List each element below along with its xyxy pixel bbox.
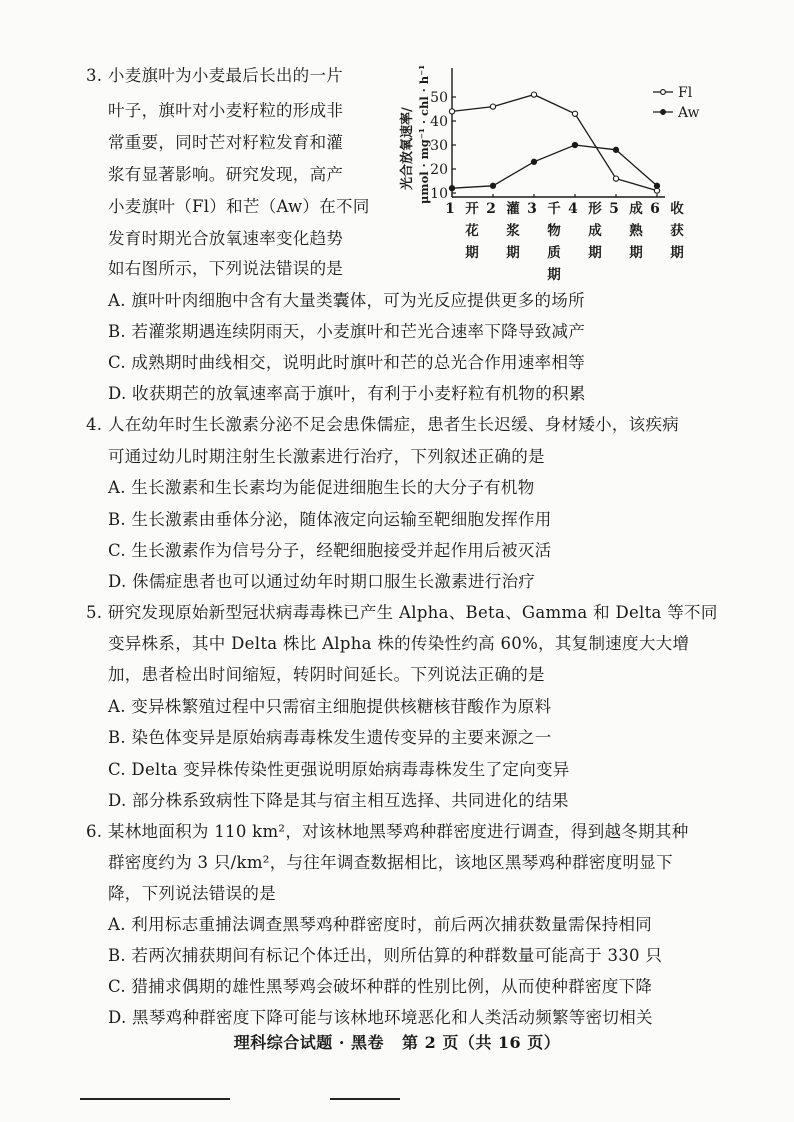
q3-option-c: C. 成熟期时曲线相交，说明此时旗叶和芒的总光合作用速率相等 <box>108 353 586 372</box>
q6-option-a: A. 利用标志重捕法调查黑琴鸡种群密度时，前后两次捕获数量需保持相同 <box>108 915 653 934</box>
q5-option-d: D. 部分株系致病性下降是其与宿主相互选择、共同进化的结果 <box>108 791 569 810</box>
x-stage-label: 灌浆期 <box>506 201 520 261</box>
q6-stem-line: 降，下列说法错误的是 <box>108 884 276 903</box>
x-stage-label: 千物质期 <box>547 201 561 283</box>
q4-option-c: C. 生长激素作为信号分子，经靶细胞接受并起作用后被灭活 <box>108 541 552 560</box>
series-line-fl <box>452 95 657 191</box>
data-point-fl <box>613 176 618 181</box>
footer-title: 理科综合试题 · 黑卷 <box>233 1033 384 1052</box>
bottom-divider <box>80 1098 230 1100</box>
data-point-aw <box>572 142 577 147</box>
x-stage-label: 形成期 <box>588 201 602 261</box>
q5-option-c: C. Delta 变异株传染性更强说明原始病毒毒株发生了定向变异 <box>108 760 570 779</box>
y-axis-label-line2: μmol · mg⁻¹ · chl · h⁻¹ <box>417 64 431 204</box>
q6-option-b: B. 若两次捕获期间有标记个体迁出，则所估算的种群数量可能高于 330 只 <box>108 946 663 965</box>
y-axis-label-line1: 光合放氧速率/ <box>400 107 415 190</box>
q4-option-b: B. 生长激素由垂体分泌，随体液定向运输至靶细胞发挥作用 <box>108 510 552 529</box>
y-tick-label: 50 <box>430 90 448 106</box>
y-tick-label: 40 <box>430 114 448 130</box>
x-tick-label: 1 <box>445 201 455 217</box>
x-stage-label: 收获期 <box>670 201 684 261</box>
legend-marker <box>661 90 666 95</box>
x-tick-label: 3 <box>527 201 537 217</box>
q5-stem-line: 变异株系，其中 Delta 株比 Alpha 株的传染性约高 60%，其复制速度大大增 <box>108 634 690 653</box>
oxygen-rate-chart <box>395 58 725 283</box>
q5-stem-line: 5. 研究发现原始新型冠状病毒毒株已产生 Alpha、Beta、Gamma 和 Delta 等不同 <box>86 603 718 622</box>
data-point-fl <box>490 104 495 109</box>
q3-stem-line: 浆有显著影响。研究发现，高产 <box>108 165 344 184</box>
legend-label: Aw <box>678 105 700 121</box>
q6-stem-line: 群密度约为 3 只/km²，与往年调查数据相比，该地区黑琴鸡种群密度明显下 <box>108 853 673 872</box>
q6-option-c: C. 猎捕求偶期的雄性黑琴鸡会破坏种群的性别比例，从而使种群密度下降 <box>108 977 653 996</box>
q6-stem-line: 6. 某林地面积为 110 km²，对该林地黑琴鸡种群密度进行调查，得到越冬期其种 <box>86 822 689 841</box>
data-point-aw <box>531 159 536 164</box>
q4-option-d: D. 侏儒症患者也可以通过幼年时期口服生长激素进行治疗 <box>108 572 536 591</box>
legend-label: Fl <box>678 85 693 101</box>
q4-option-a: A. 生长激素和生长素均为能促进细胞生长的大分子有机物 <box>108 478 535 497</box>
x-stage-label: 开花期 <box>465 201 479 261</box>
x-tick-label: 6 <box>650 201 660 217</box>
q3-stem-line: 发育时期光合放氧速率变化趋势 <box>108 229 344 248</box>
data-point-aw <box>613 147 618 152</box>
q5-option-b: B. 染色体变异是原始病毒毒株发生遗传变异的主要来源之一 <box>108 728 552 747</box>
q3-stem-line: 叶子，旗叶对小麦籽粒的形成非 <box>108 101 344 120</box>
q3-option-a: A. 旗叶叶肉细胞中含有大量类囊体，可为光反应提供更多的场所 <box>108 291 585 310</box>
data-point-aw <box>654 183 659 188</box>
x-tick-label: 5 <box>609 201 619 217</box>
q6-option-d: D. 黑琴鸡种群密度下降可能与该林地环境恶化和人类活动频繁等密切相关 <box>108 1008 653 1027</box>
data-point-aw <box>449 186 454 191</box>
x-tick-label: 2 <box>486 201 496 217</box>
page-footer <box>0 1030 794 1053</box>
q3-option-d: D. 收获期芒的放氧速率高于旗叶，有利于小麦籽粒有机物的积累 <box>108 384 586 403</box>
chart-y-axis-label <box>399 65 431 204</box>
data-point-fl <box>449 109 454 114</box>
q3-option-b: B. 若灌浆期遇连续阴雨天，小麦旗叶和芒光合速率下降导致减产 <box>108 322 586 341</box>
data-point-fl <box>531 92 536 97</box>
y-tick-label: 30 <box>430 138 448 154</box>
q3-stem-line: 3. 小麦旗叶为小麦最后长出的一片 <box>86 66 344 85</box>
chart-legend <box>653 85 699 121</box>
q4-stem-line: 4. 人在幼年时生长激素分泌不足会患侏儒症，患者生长迟缓、身材矮小，该疾病 <box>86 415 680 434</box>
q4-stem-line: 可通过幼儿时期注射生长激素进行治疗，下列叙述正确的是 <box>108 447 545 466</box>
y-tick-label: 10 <box>430 186 448 202</box>
q3-stem-line: 常重要，同时芒对籽粒发育和灌 <box>108 133 344 152</box>
data-point-fl <box>572 111 577 116</box>
q5-stem-line: 加，患者检出时间缩短，转阴时间延长。下列说法正确的是 <box>108 665 545 684</box>
q5-option-a: A. 变异株繁殖过程中只需宿主细胞提供核糖核苷酸作为原料 <box>108 697 552 716</box>
footer-page-number: 第 2 页（共 16 页） <box>402 1033 561 1052</box>
y-tick-label: 20 <box>430 162 448 178</box>
x-tick-label: 4 <box>568 201 578 217</box>
data-point-aw <box>490 183 495 188</box>
q3-stem-line: 如右图所示，下列说法错误的是 <box>108 259 344 278</box>
q3-stem-line: 小麦旗叶（Fl）和芒（Aw）在不同 <box>108 197 370 216</box>
legend-marker <box>661 110 666 115</box>
x-stage-label: 成熟期 <box>629 201 643 261</box>
bottom-divider <box>330 1098 400 1100</box>
